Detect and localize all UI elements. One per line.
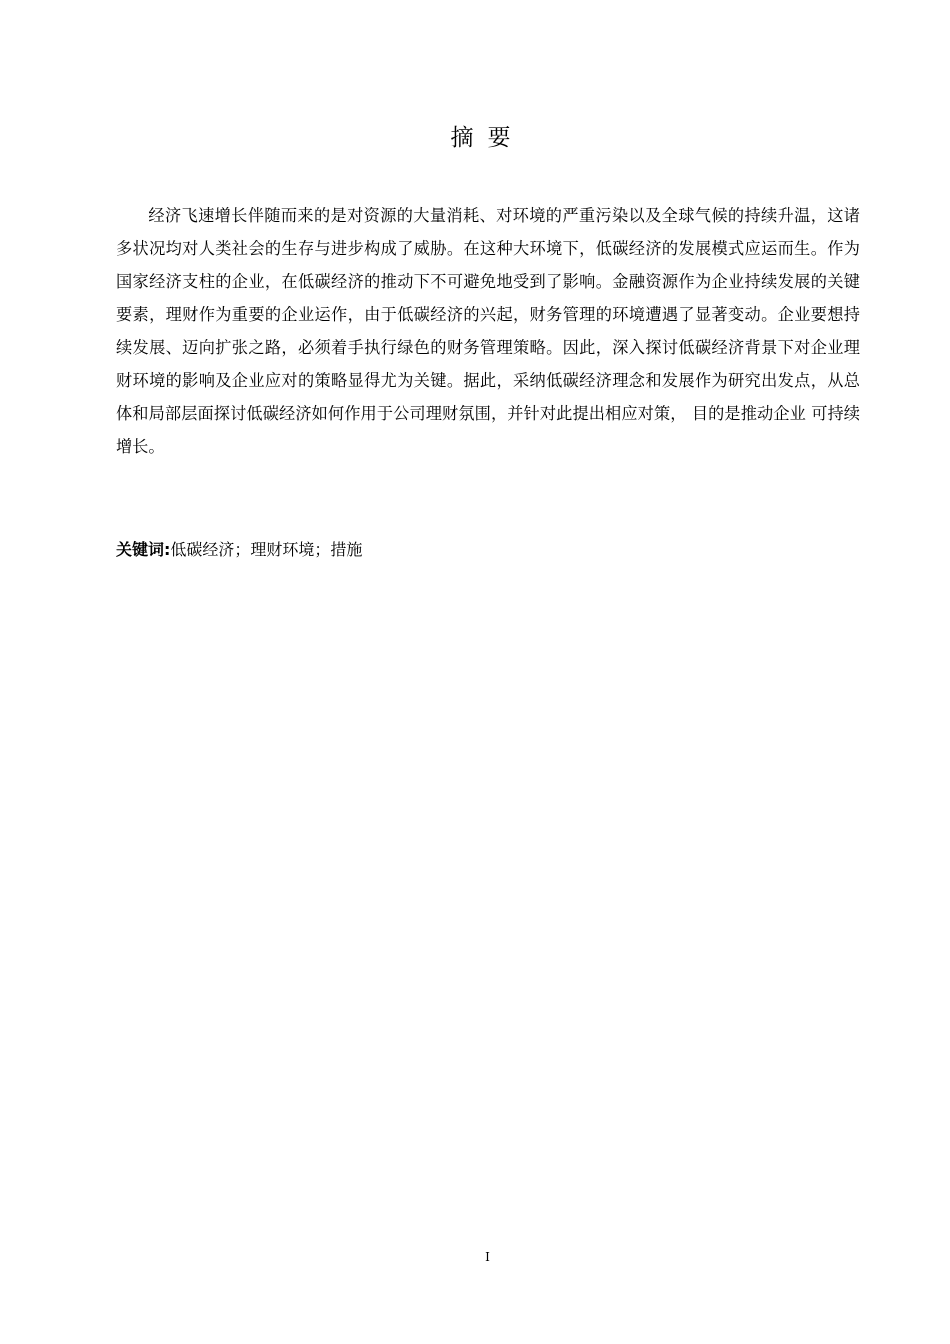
abstract-paragraph: 经济飞速增长伴随而来的是对资源的大量消耗、对环境的严重污染以及全球气候的持续升温，这诸多状况均对人类社会的生存与进步构成了威胁。在这种大环境下，低碳经济的发展模式应运而生。作为国家经济支柱的企业，在低碳经济的推动下不可避免地受到了影响。金融资源作为企业持续发展的关键要素，理财作为重要的企业运作，由于低碳经济的兴起，财务管理的环境遭遇了显著变动。企业要想持续发展、迈向扩张之路，必须着手执行绿色的财务管理策略。因此，深入探讨低碳经济背景下对企业理财环境的影响及企业应对的策略显得尤为关键。据此，采纳低碳经济理念和发展作为研究出发点，从总体和局部层面探讨低碳经济如何作用于公司理财氛围，并针对此提出相应对策， 目的是推动企业 可持续增长。 bbox=[116, 206, 860, 456]
keywords-label: 关键词: bbox=[116, 540, 171, 559]
page-number: I bbox=[485, 1250, 490, 1264]
keywords-text: 低碳经济；理财环境；措施 bbox=[170, 540, 363, 559]
page-title: 摘要 bbox=[450, 125, 525, 151]
keywords-line bbox=[116, 533, 362, 566]
